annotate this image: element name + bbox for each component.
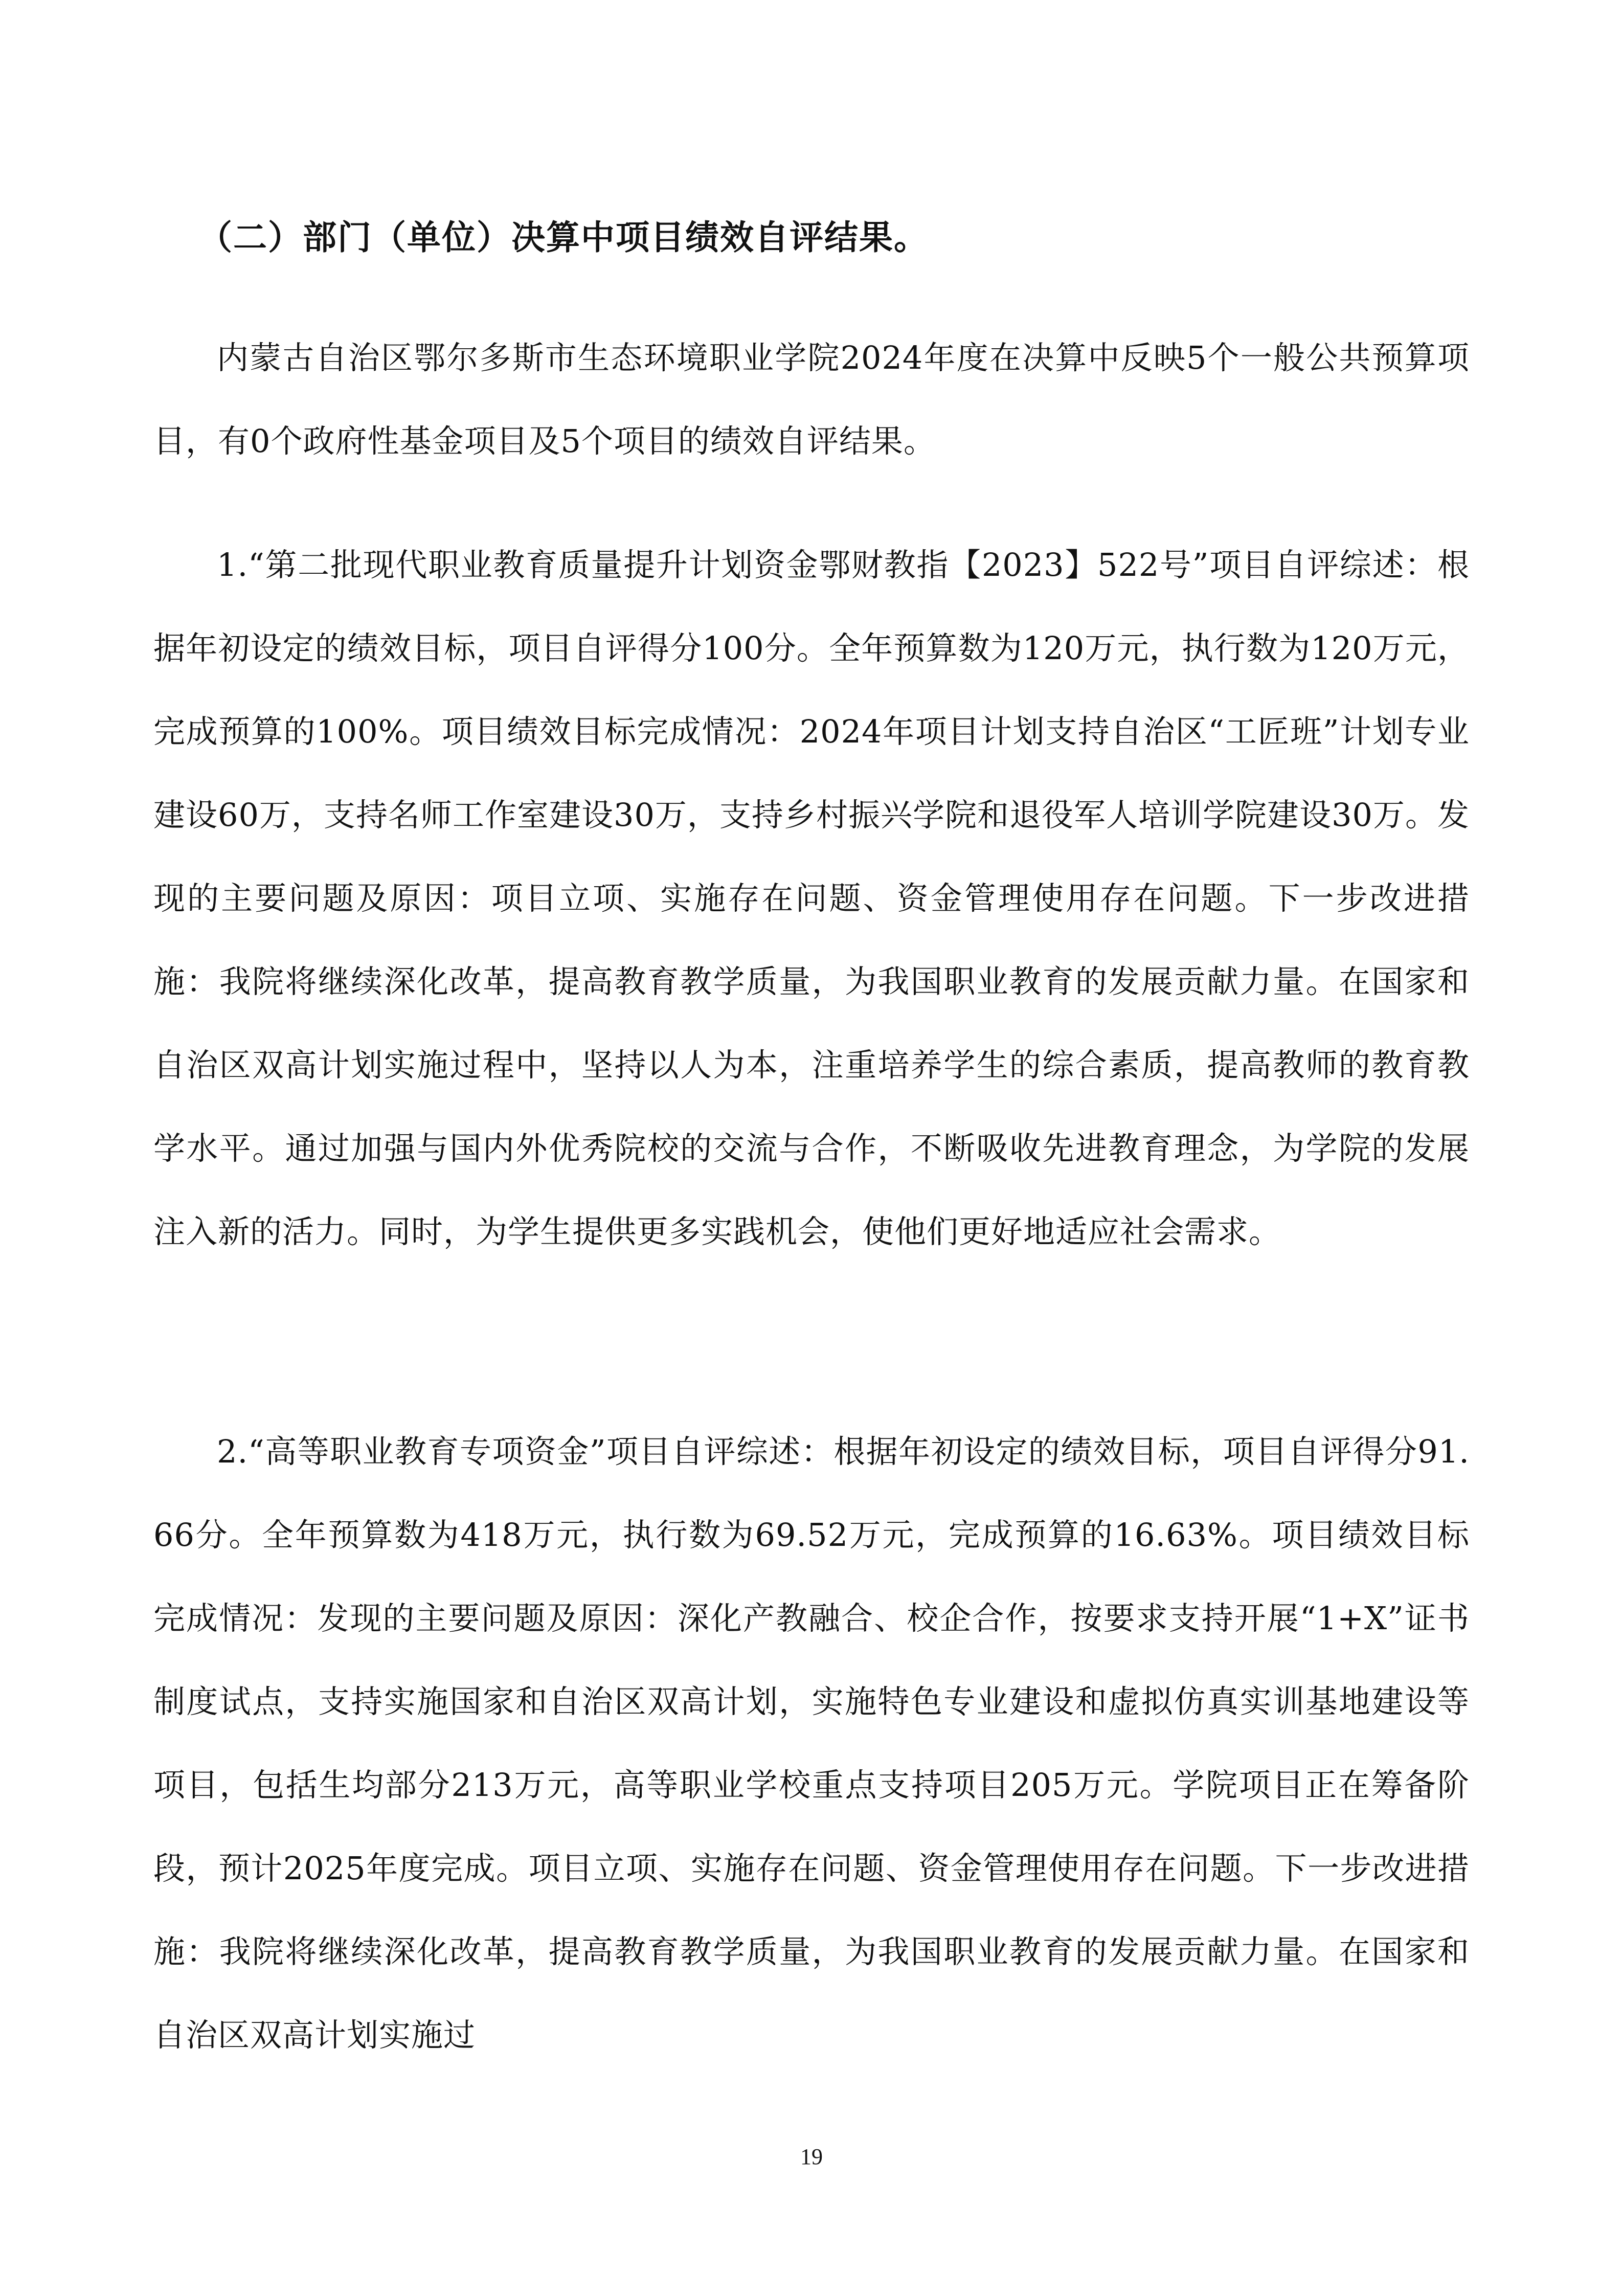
section-heading: （二）部门（单位）决算中项目绩效自评结果。 xyxy=(198,218,929,257)
paragraph-intro: 内蒙古自治区鄂尔多斯市生态环境职业学院2024年度在决算中反映5个一般公共预算项目，有0个政府性基金项目及5个项目的绩效自评结果。 xyxy=(153,339,1470,460)
page-number: 19 xyxy=(800,2144,823,2169)
paragraph-project-1: 1.“第二批现代职业教育质量提升计划资金鄂财教指【2023】522号”项目自评综述：根据年初设定的绩效目标，项目自评得分100分。全年预算数为120万元，执行数为120万元，完成预算的100%。项目绩效目标完成情况：2024年项目计划支持自治区“工匠班”计划专业建设60万，支持名师工作室建设30万，支持乡村振兴学院和退役军人培训学院建设30万。发现的主要问题及原因：项目立项、实施存在问题、资金管理使用存在问题。下一步改进措施：我院将继续深化改革，提高教育教学质量，为我国职业教育的发展贡献力量。在国家和自治区双高计划实施过程中，坚持以人为本，注重培养学生的综合素质，提高教师的教育教学水平。通过加强与国内外优秀院校的交流与合作，不断吸收先进教育理念，为学院的发展注入新的活力。同时，为学生提供更多实践机会，使他们更好地适应社会需求。 xyxy=(153,546,1470,1250)
paragraph-project-2: 2.“高等职业教育专项资金”项目自评综述：根据年初设定的绩效目标，项目自评得分91.66分。全年预算数为418万元，执行数为69.52万元，完成预算的16.63%。项目绩效目标完成情况：发现的主要问题及原因：深化产教融合、校企合作，按要求支持开展“1+X”证书制度试点，支持实施国家和自治区双高计划，实施特色专业建设和虚拟仿真实训基地建设等项目，包括生均部分213万元，高等职业学校重点支持项目205万元。学院项目正在筹备阶段，预计2025年度完成。项目立项、实施存在问题、资金管理使用存在问题。下一步改进措施：我院将继续深化改革，提高教育教学质量，为我国职业教育的发展贡献力量。在国家和自治区双高计划实施过 xyxy=(153,1433,1470,2054)
